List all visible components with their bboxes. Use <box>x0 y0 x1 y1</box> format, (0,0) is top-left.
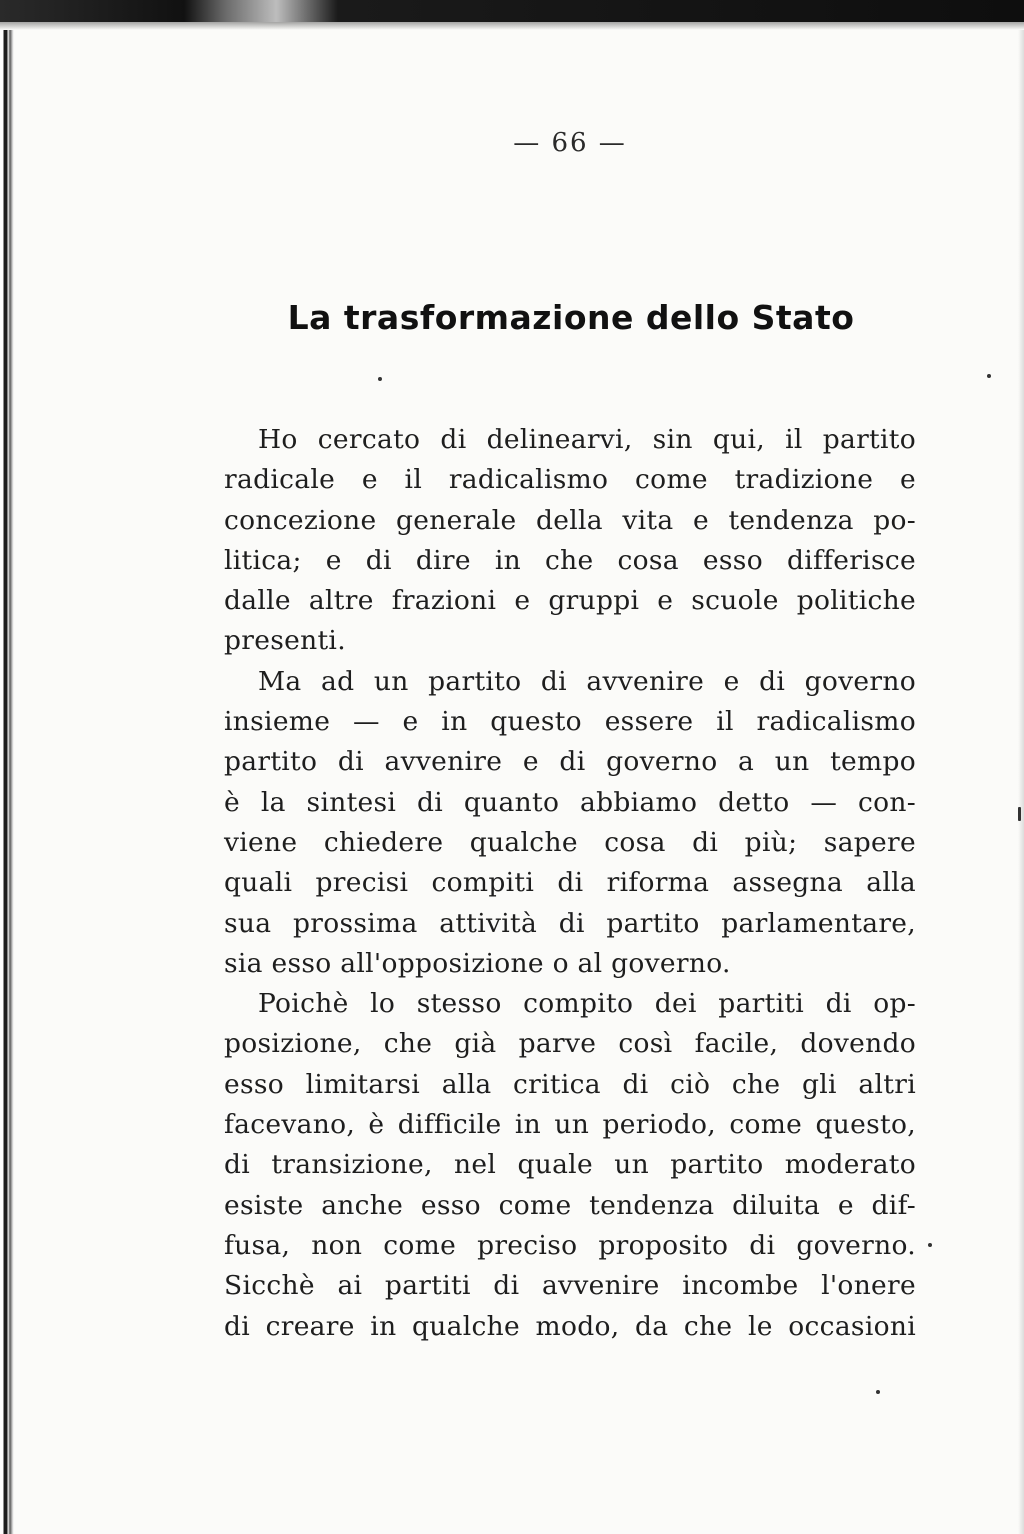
text-line: partito di avvenire e di governo a un tempo <box>224 746 916 778</box>
text-line: radicale e il radicalismo come tradizione e <box>224 464 916 496</box>
text-line: Ma ad un partito di avvenire e di governo <box>258 665 916 697</box>
scan-speck <box>1018 807 1021 821</box>
scan-speck <box>987 374 991 378</box>
text-line: di creare in qualche modo, da che le occasioni <box>224 1310 916 1342</box>
text-line: quali precisi compiti di riforma assegna alla <box>224 867 916 899</box>
text-line: dalle altre frazioni e gruppi e scuole politiche <box>224 585 916 617</box>
text-line: Sicchè ai partiti di avvenire incombe l'onere <box>224 1270 916 1302</box>
text-line: Ho cercato di delinearvi, sin qui, il partito <box>258 424 916 455</box>
text-line: Poichè lo stesso compito dei partiti di op- <box>258 988 916 1020</box>
chapter-title: La trasformazione dello Stato <box>287 298 855 337</box>
text-line: di transizione, nel quale un partito moderato <box>224 1149 916 1181</box>
body-text <box>224 420 916 1347</box>
text-line: è la sintesi di quanto abbiamo detto — con- <box>224 786 916 818</box>
text-line: esiste anche esso come tendenza diluita e dif- <box>224 1189 916 1221</box>
text-line: posizione, che già parve così facile, dovendo <box>224 1028 916 1060</box>
text-line: facevano, è difficile in un periodo, come questo, <box>224 1109 916 1141</box>
scan-right-shadow <box>1018 30 1024 1534</box>
text-line: viene chiedere qualche cosa di più; sapere <box>224 826 916 858</box>
text-line: sia esso all'opposizione o al governo. <box>224 947 731 979</box>
text-line: litica; e di dire in che cosa esso differisce <box>224 544 916 576</box>
scan-top-border <box>0 0 1024 22</box>
text-line: presenti. <box>224 625 346 657</box>
page-number: — 66 — <box>513 128 627 158</box>
text-line: fusa, non come preciso proposito di governo. <box>224 1229 916 1261</box>
scan-left-border <box>0 30 14 1534</box>
scan-speck <box>876 1390 880 1394</box>
scan-speck <box>928 1243 932 1247</box>
text-line: concezione generale della vita e tendenza po- <box>224 504 916 536</box>
text-line: sua prossima attività di partito parlamentare, <box>224 907 916 939</box>
scan-speck <box>378 377 382 381</box>
scan-top-shadow <box>0 22 1024 30</box>
text-line: insieme — e in questo essere il radicalismo <box>224 706 916 738</box>
text-line: esso limitarsi alla critica di ciò che gli altri <box>224 1068 916 1100</box>
